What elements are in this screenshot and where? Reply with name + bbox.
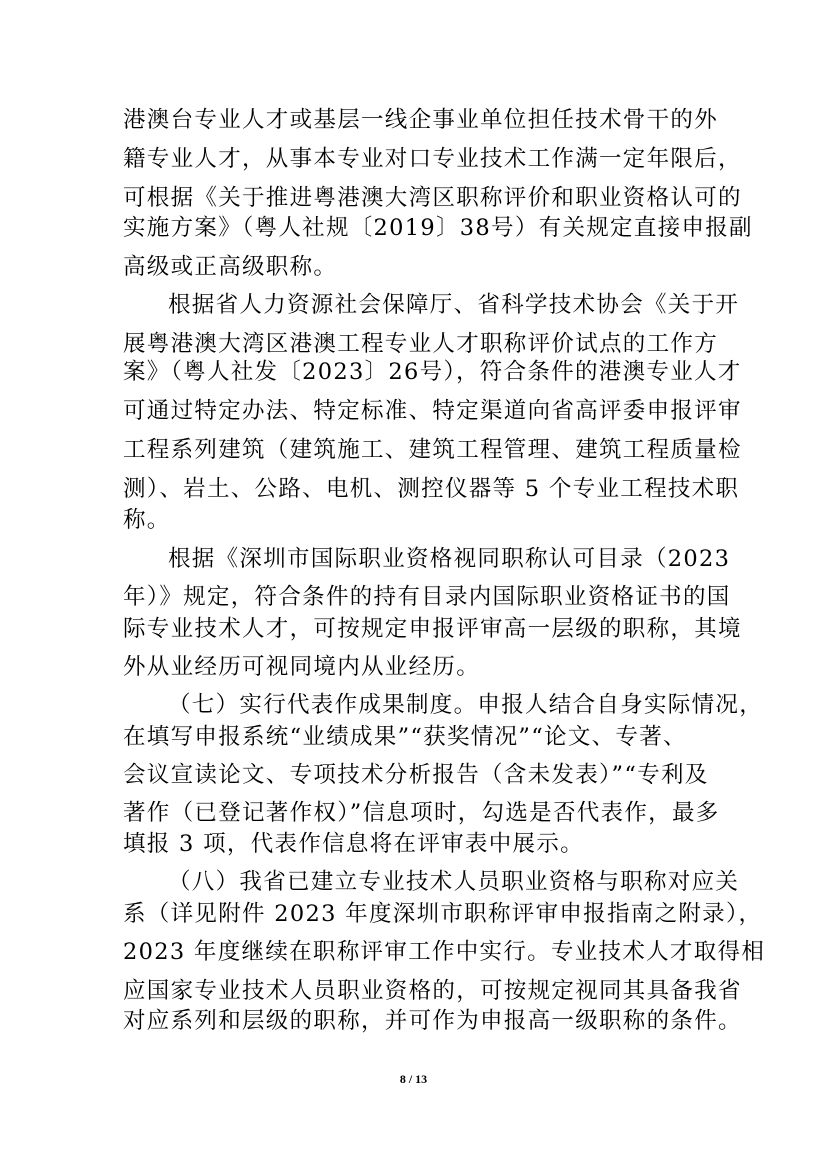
paragraph-4-line-5: 填报 3 项，代表作信息将在评审表中展示。 (123, 831, 584, 857)
paragraph-1-line-1: 港澳台专业人才或基层一线企事业单位担任技术骨干的外 (123, 107, 719, 133)
paragraph-1-line-2: 籍专业人才，从事本专业对口专业技术工作满一定年限后， (123, 146, 742, 172)
paragraph-2-line-6: 测）、岩土、公路、电机、测控仪器等 5 个专业工程技术职 (123, 476, 740, 502)
paragraph-2-line-4: 可通过特定办法、特定标准、特定渠道向省高评委申报评审 (123, 398, 742, 424)
paragraph-2-line-2: 展粤港澳大湾区港澳工程专业人才职称评价试点的工作方 (123, 331, 719, 357)
paragraph-1-line-4: 实施方案》（粤人社规〔2019〕38号）有关规定直接申报副 (123, 215, 753, 241)
paragraph-2-line-7: 称。 (123, 507, 171, 533)
paragraph-5-line-1: （八）我省已建立专业技术人员职业资格与职称对应关 (168, 869, 740, 895)
paragraph-2-line-5: 工程系列建筑（建筑施工、建筑工程管理、建筑工程质量检 (123, 437, 742, 463)
paragraph-4-line-3: 会议宣读论文、专项技术分析报告（含未发表）”“专利及 (123, 762, 709, 788)
paragraph-5-line-3: 2023 年度继续在职称评审工作中实行。专业技术人才取得相 (123, 939, 766, 965)
paragraph-3-line-1: 根据《深圳市国际职业资格视同职称认可目录（2023 (168, 546, 731, 572)
page-number: 8 / 13 (399, 1072, 428, 1086)
paragraph-4-line-2: 在填写申报系统“业绩成果”“获奖情况”“论文、专著、 (123, 724, 687, 750)
paragraph-5-line-5: 对应系列和层级的职称，并可作为申报高一级职称的条件。 (123, 1008, 742, 1034)
paragraph-3-line-2: 年）》规定，符合条件的持有目录内国际职业资格证书的国 (123, 584, 731, 610)
paragraph-3-line-4: 外从业经历可视同境内从业经历。 (123, 654, 481, 680)
paragraph-2-line-1: 根据省人力资源社会保障厅、省科学技术协会《关于开 (168, 292, 740, 318)
paragraph-4-line-4: 著作（已登记著作权）”信息项时，勾选是否代表作，最多 (123, 800, 720, 826)
paragraph-4-line-1: （七）实行代表作成果制度。申报人结合自身实际情况， (168, 692, 764, 718)
paragraph-5-line-2: 系（详见附件 2023 年度深圳市职称评审申报指南之附录）， (123, 901, 763, 927)
paragraph-3-line-3: 际专业技术人才，可按规定申报评审高一层级的职称，其境 (123, 616, 742, 642)
paragraph-1-line-5: 高级或正高级职称。 (123, 254, 338, 280)
paragraph-2-line-3: 案》（粤人社发〔2023〕26号），符合条件的港澳专业人才 (123, 359, 742, 385)
paragraph-1-line-3: 可根据《关于推进粤港澳大湾区职称评价和职业资格认可的 (123, 185, 742, 211)
paragraph-5-line-4: 应国家专业技术人员职业资格的，可按规定视同其具备我省 (123, 978, 742, 1004)
